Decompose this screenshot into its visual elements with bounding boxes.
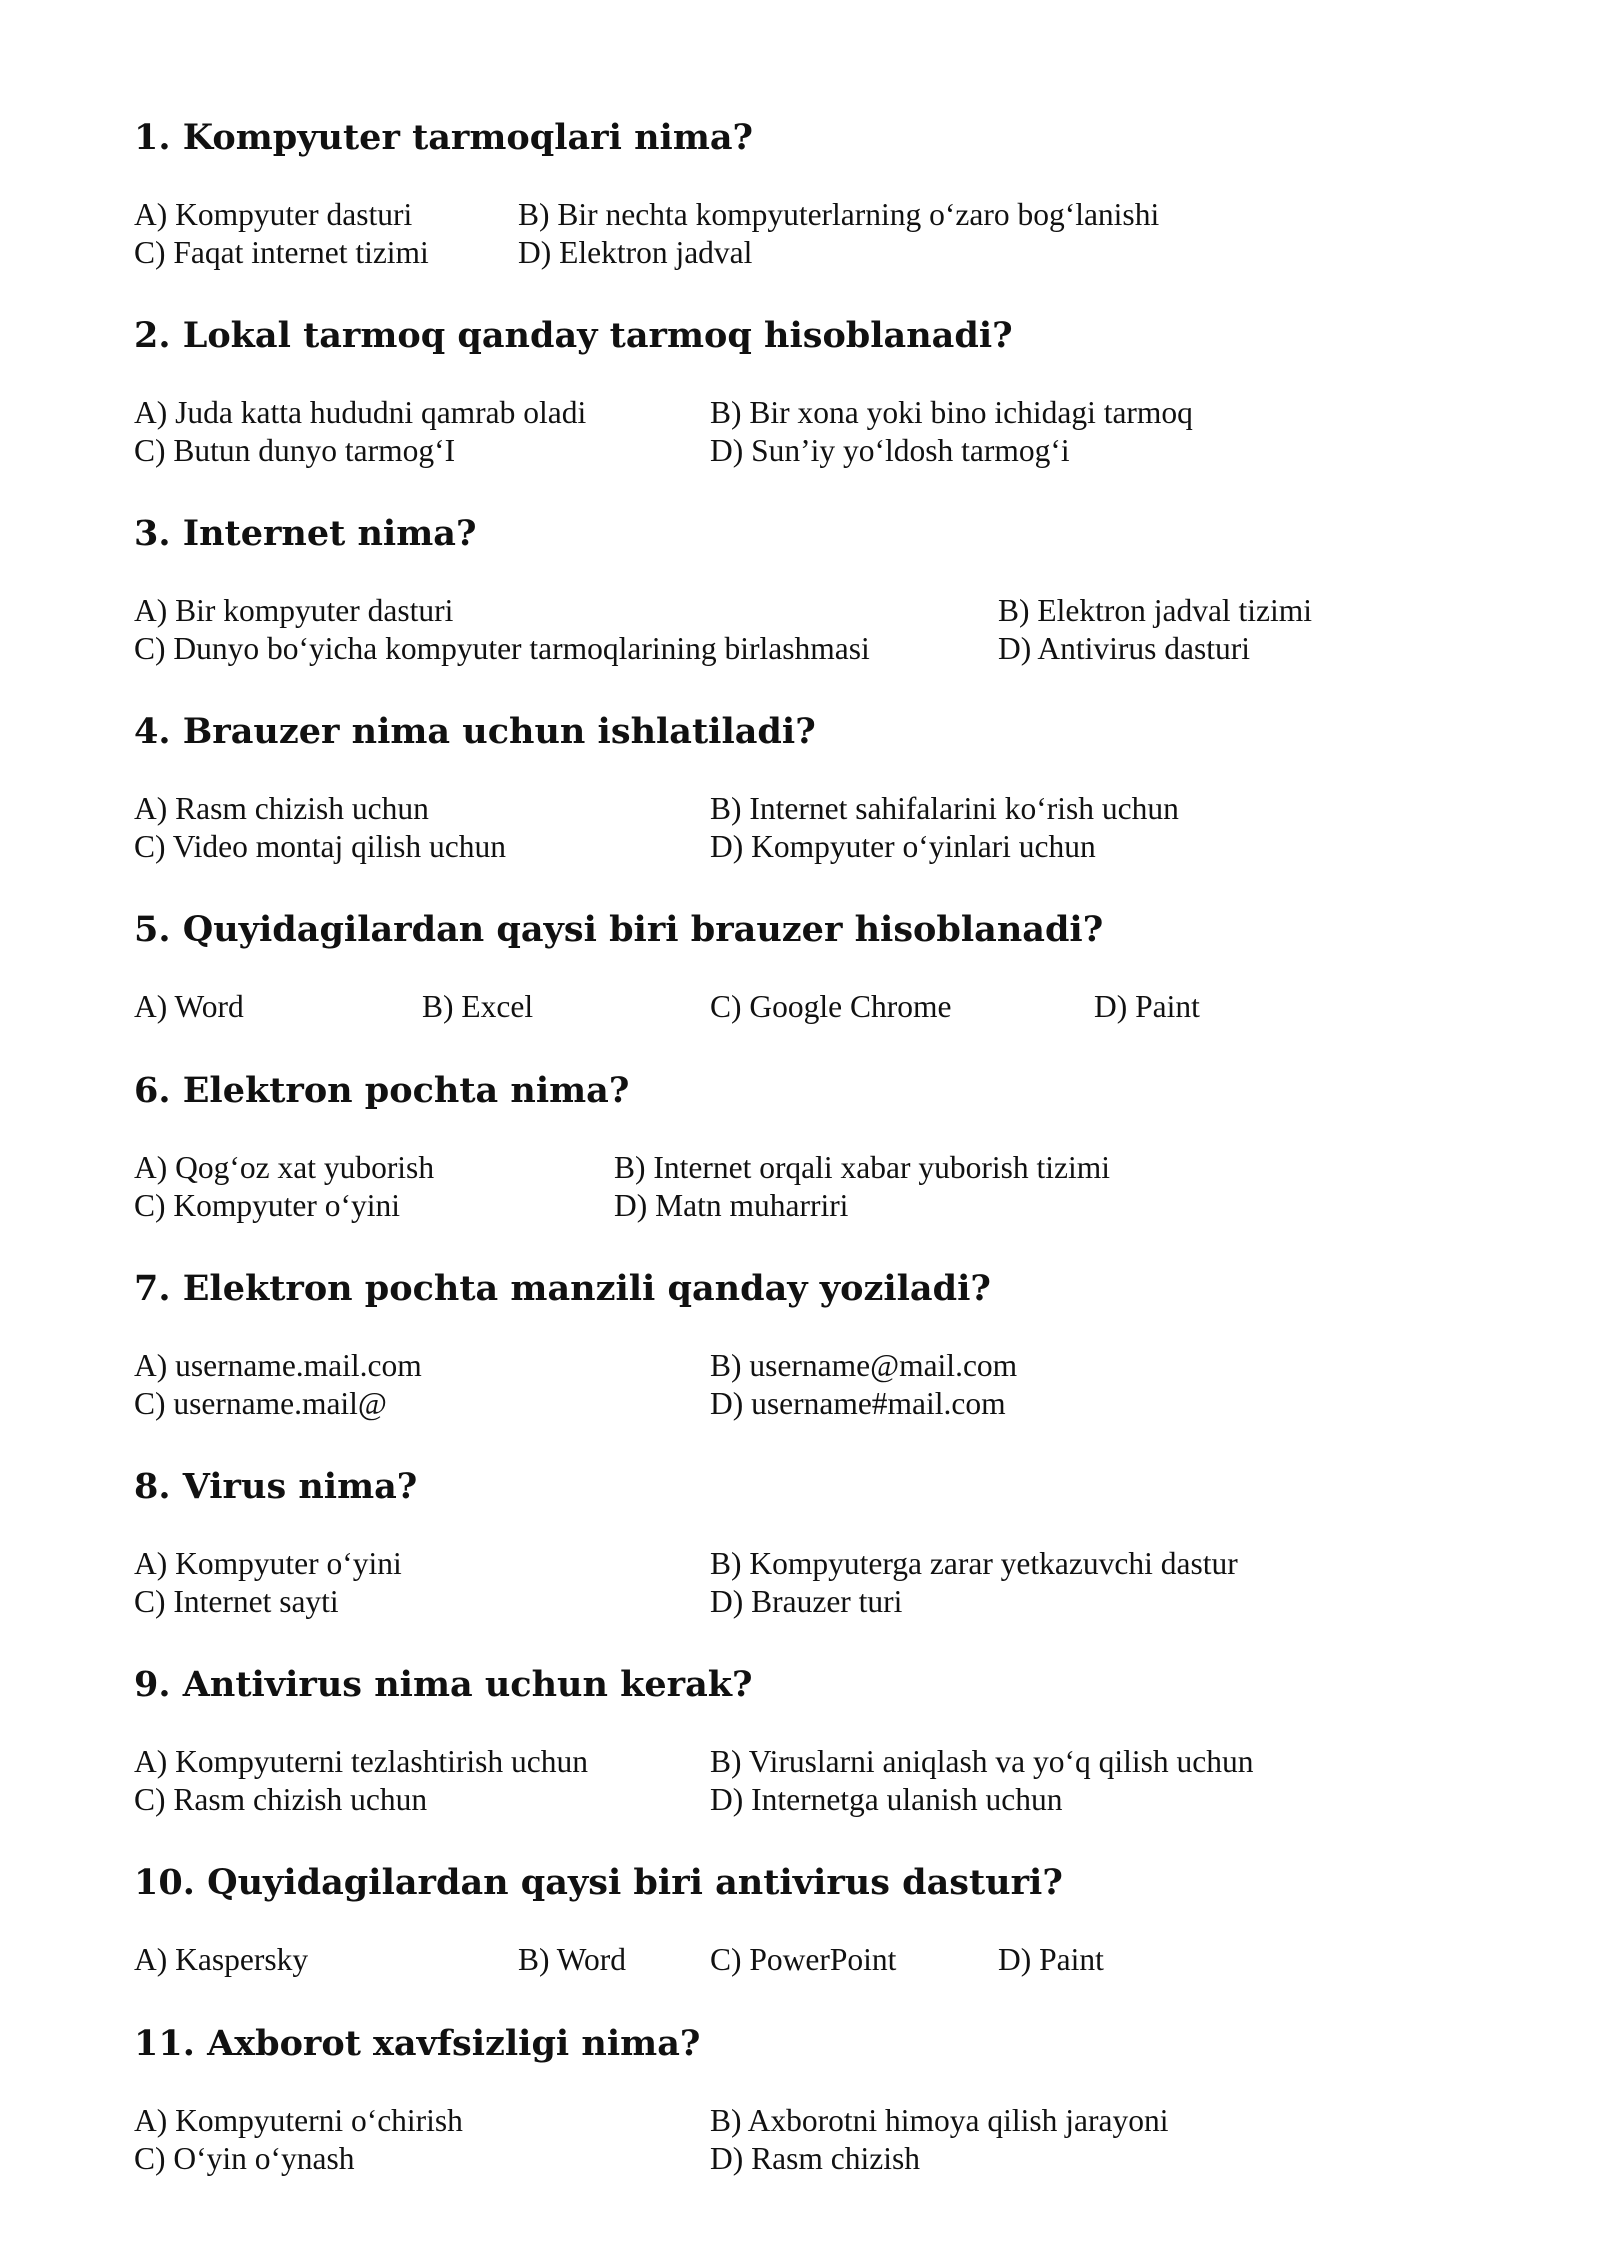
option-d: D) Rasm chizish bbox=[710, 2141, 920, 2176]
question-title: 3. Internet nima? bbox=[134, 513, 477, 554]
option-d: D) Internetga ulanish uchun bbox=[710, 1782, 1063, 1817]
question-title: 10. Quyidagilardan qaysi biri antivirus dasturi? bbox=[134, 1862, 1063, 1903]
question-5 bbox=[134, 910, 1534, 1028]
option-d: D) Brauzer turi bbox=[710, 1584, 903, 1619]
answer-options bbox=[134, 2102, 1534, 2182]
question-title: 8. Virus nima? bbox=[134, 1466, 418, 1507]
option-a: A) Kompyuter o‘yini bbox=[134, 1546, 402, 1581]
option-c: C) PowerPoint bbox=[710, 1942, 897, 1977]
option-c: C) Butun dunyo tarmog‘I bbox=[134, 433, 456, 468]
question-3 bbox=[134, 514, 1534, 672]
option-a: A) Qog‘oz xat yuborish bbox=[134, 1150, 435, 1185]
answer-options bbox=[134, 196, 1534, 276]
question-title: 11. Axborot xavfsizligi nima? bbox=[134, 2023, 701, 2064]
question-6 bbox=[134, 1071, 1534, 1229]
question-title: 6. Elektron pochta nima? bbox=[134, 1070, 630, 1111]
option-c: C) O‘yin o‘ynash bbox=[134, 2141, 355, 2176]
question-7 bbox=[134, 1269, 1534, 1427]
option-d: D) Elektron jadval bbox=[518, 235, 753, 270]
option-a: A) Rasm chizish uchun bbox=[134, 791, 429, 826]
option-c: C) Rasm chizish uchun bbox=[134, 1782, 428, 1817]
option-b: B) Kompyuterga zarar yetkazuvchi dastur bbox=[710, 1546, 1238, 1581]
answer-options bbox=[134, 394, 1534, 474]
option-c: C) Internet sayti bbox=[134, 1584, 339, 1619]
option-d: D) Matn muharriri bbox=[614, 1188, 849, 1223]
question-title: 9. Antivirus nima uchun kerak? bbox=[134, 1664, 753, 1705]
option-c: C) Kompyuter o‘yini bbox=[134, 1188, 400, 1223]
option-a: A) Kaspersky bbox=[134, 1942, 309, 1977]
option-d: D) Sun’iy yo‘ldosh tarmog‘i bbox=[710, 433, 1070, 468]
option-c: C) Faqat internet tizimi bbox=[134, 235, 429, 270]
option-b: B) Bir xona yoki bino ichidagi tarmoq bbox=[710, 395, 1193, 430]
question-4 bbox=[134, 712, 1534, 870]
option-b: B) Viruslarni aniqlash va yo‘q qilish uchun bbox=[710, 1744, 1254, 1779]
answer-options bbox=[134, 790, 1534, 870]
option-b: B) Excel bbox=[422, 989, 534, 1024]
question-title: 7. Elektron pochta manzili qanday yoziladi? bbox=[134, 1268, 991, 1309]
option-d: D) Paint bbox=[998, 1942, 1104, 1977]
option-d: D) Paint bbox=[1094, 989, 1200, 1024]
answer-options bbox=[134, 592, 1534, 672]
question-title: 2. Lokal tarmoq qanday tarmoq hisoblanadi? bbox=[134, 315, 1013, 356]
option-b: B) Axborotni himoya qilish jarayoni bbox=[710, 2103, 1169, 2138]
question-1 bbox=[134, 118, 1534, 276]
question-title: 5. Quyidagilardan qaysi biri brauzer hisoblanadi? bbox=[134, 909, 1104, 950]
question-9 bbox=[134, 1665, 1534, 1823]
option-c: C) Dunyo bo‘yicha kompyuter tarmoqlarining birlashmasi bbox=[134, 631, 870, 666]
question-title: 4. Brauzer nima uchun ishlatiladi? bbox=[134, 711, 816, 752]
option-a: A) Bir kompyuter dasturi bbox=[134, 593, 454, 628]
question-title: 1. Kompyuter tarmoqlari nima? bbox=[134, 117, 754, 158]
answer-options bbox=[134, 1347, 1534, 1427]
answer-options bbox=[134, 988, 1534, 1028]
answer-options bbox=[134, 1545, 1534, 1625]
option-b: B) Internet orqali xabar yuborish tizimi bbox=[614, 1150, 1110, 1185]
option-a: A) Kompyuter dasturi bbox=[134, 197, 413, 232]
option-c: C) Video montaj qilish uchun bbox=[134, 829, 507, 864]
option-a: A) Kompyuterni o‘chirish bbox=[134, 2103, 463, 2138]
question-2 bbox=[134, 316, 1534, 474]
option-c: C) Google Chrome bbox=[710, 989, 952, 1024]
option-d: D) username#mail.com bbox=[710, 1386, 1006, 1421]
option-a: A) Kompyuterni tezlashtirish uchun bbox=[134, 1744, 589, 1779]
option-a: A) username.mail.com bbox=[134, 1348, 422, 1383]
answer-options bbox=[134, 1149, 1534, 1229]
option-d: D) Kompyuter o‘yinlari uchun bbox=[710, 829, 1096, 864]
option-b: B) Bir nechta kompyuterlarning o‘zaro bog‘lanishi bbox=[518, 197, 1160, 232]
option-a: A) Juda katta hududni qamrab oladi bbox=[134, 395, 587, 430]
question-11 bbox=[134, 2024, 1534, 2182]
option-c: C) username.mail@ bbox=[134, 1386, 387, 1421]
answer-options bbox=[134, 1743, 1534, 1823]
option-b: B) Internet sahifalarini ko‘rish uchun bbox=[710, 791, 1179, 826]
option-b: B) username@mail.com bbox=[710, 1348, 1018, 1383]
question-10 bbox=[134, 1863, 1534, 1981]
option-b: B) Elektron jadval tizimi bbox=[998, 593, 1313, 628]
question-8 bbox=[134, 1467, 1534, 1625]
answer-options bbox=[134, 1941, 1534, 1981]
option-d: D) Antivirus dasturi bbox=[998, 631, 1250, 666]
option-b: B) Word bbox=[518, 1942, 627, 1977]
option-a: A) Word bbox=[134, 989, 244, 1024]
